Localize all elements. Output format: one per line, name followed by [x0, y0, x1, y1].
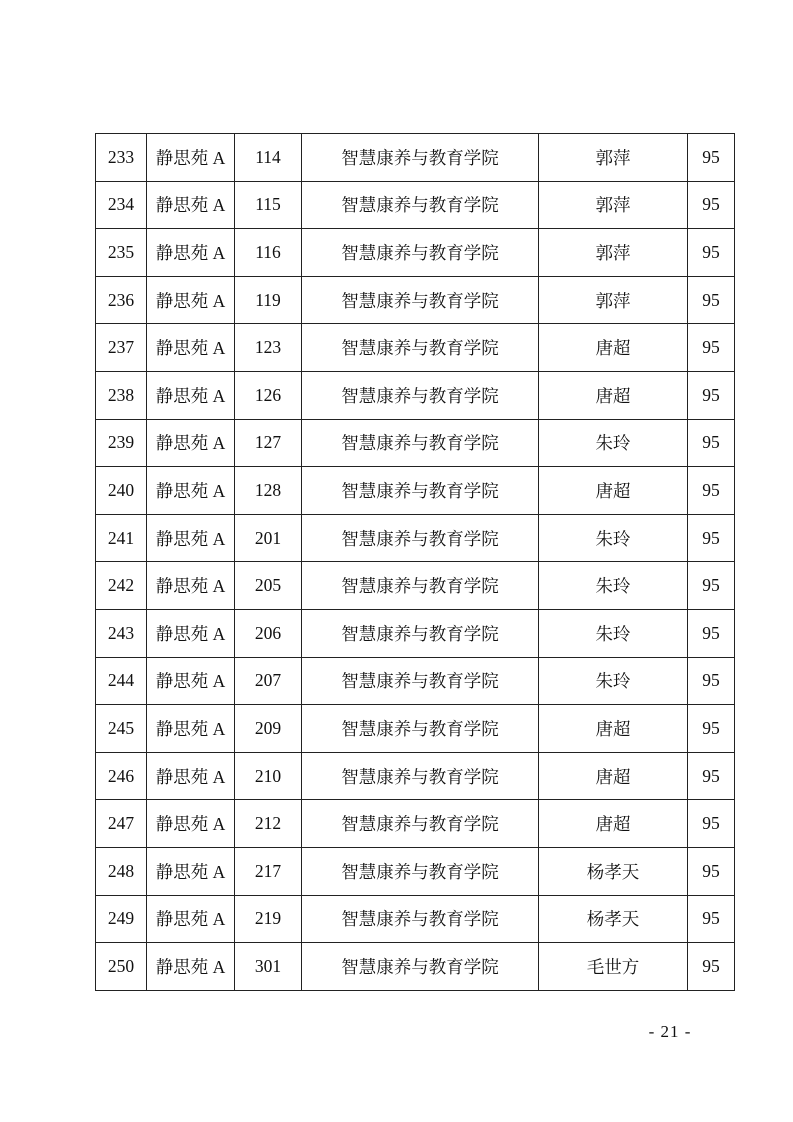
score-cell: 95 [688, 229, 735, 277]
row-number-cell: 239 [96, 419, 147, 467]
college-cell: 智慧康养与教育学院 [302, 467, 539, 515]
row-number-cell: 250 [96, 943, 147, 991]
table-row [96, 752, 735, 800]
score-cell: 95 [688, 276, 735, 324]
counselor-cell: 朱玲 [539, 419, 688, 467]
row-number-cell: 233 [96, 134, 147, 182]
room-number-cell: 205 [235, 562, 302, 610]
building-cell: 静思苑 A [147, 752, 235, 800]
room-number-cell: 116 [235, 229, 302, 277]
counselor-cell: 唐超 [539, 371, 688, 419]
row-number-cell: 244 [96, 657, 147, 705]
building-cell: 静思苑 A [147, 609, 235, 657]
table-row [96, 371, 735, 419]
counselor-cell: 唐超 [539, 705, 688, 753]
row-number-cell: 236 [96, 276, 147, 324]
room-number-cell: 219 [235, 895, 302, 943]
table-row [96, 229, 735, 277]
room-number-cell: 115 [235, 181, 302, 229]
score-cell: 95 [688, 895, 735, 943]
building-cell: 静思苑 A [147, 705, 235, 753]
table-row [96, 895, 735, 943]
score-cell: 95 [688, 134, 735, 182]
building-cell: 静思苑 A [147, 419, 235, 467]
college-cell: 智慧康养与教育学院 [302, 276, 539, 324]
row-number-cell: 249 [96, 895, 147, 943]
score-cell: 95 [688, 800, 735, 848]
row-number-cell: 248 [96, 847, 147, 895]
score-cell: 95 [688, 181, 735, 229]
counselor-cell: 杨孝天 [539, 847, 688, 895]
row-number-cell: 243 [96, 609, 147, 657]
table-row [96, 847, 735, 895]
college-cell: 智慧康养与教育学院 [302, 943, 539, 991]
room-number-cell: 217 [235, 847, 302, 895]
counselor-cell: 朱玲 [539, 562, 688, 610]
college-cell: 智慧康养与教育学院 [302, 800, 539, 848]
table-row [96, 800, 735, 848]
room-number-cell: 126 [235, 371, 302, 419]
college-cell: 智慧康养与教育学院 [302, 847, 539, 895]
college-cell: 智慧康养与教育学院 [302, 229, 539, 277]
college-cell: 智慧康养与教育学院 [302, 134, 539, 182]
table-row [96, 943, 735, 991]
score-cell: 95 [688, 657, 735, 705]
college-cell: 智慧康养与教育学院 [302, 657, 539, 705]
college-cell: 智慧康养与教育学院 [302, 609, 539, 657]
building-cell: 静思苑 A [147, 800, 235, 848]
building-cell: 静思苑 A [147, 657, 235, 705]
score-cell: 95 [688, 609, 735, 657]
room-number-cell: 114 [235, 134, 302, 182]
counselor-cell: 朱玲 [539, 609, 688, 657]
score-cell: 95 [688, 324, 735, 372]
counselor-cell: 唐超 [539, 467, 688, 515]
room-number-cell: 209 [235, 705, 302, 753]
table-row [96, 657, 735, 705]
counselor-cell: 朱玲 [539, 657, 688, 705]
room-number-cell: 123 [235, 324, 302, 372]
table-row [96, 467, 735, 515]
college-cell: 智慧康养与教育学院 [302, 705, 539, 753]
college-cell: 智慧康养与教育学院 [302, 181, 539, 229]
counselor-cell: 毛世方 [539, 943, 688, 991]
row-number-cell: 235 [96, 229, 147, 277]
counselor-cell: 唐超 [539, 800, 688, 848]
score-cell: 95 [688, 467, 735, 515]
row-number-cell: 247 [96, 800, 147, 848]
building-cell: 静思苑 A [147, 371, 235, 419]
table-row [96, 609, 735, 657]
score-cell: 95 [688, 371, 735, 419]
room-number-cell: 128 [235, 467, 302, 515]
counselor-cell: 唐超 [539, 752, 688, 800]
counselor-cell: 杨孝天 [539, 895, 688, 943]
table-row [96, 419, 735, 467]
table-row [96, 705, 735, 753]
row-number-cell: 238 [96, 371, 147, 419]
dormitory-score-table [95, 133, 735, 991]
room-number-cell: 301 [235, 943, 302, 991]
room-number-cell: 212 [235, 800, 302, 848]
college-cell: 智慧康养与教育学院 [302, 419, 539, 467]
score-cell: 95 [688, 752, 735, 800]
score-cell: 95 [688, 419, 735, 467]
counselor-cell: 郭萍 [539, 276, 688, 324]
page-number: - 21 - [648, 1022, 692, 1041]
row-number-cell: 241 [96, 514, 147, 562]
college-cell: 智慧康养与教育学院 [302, 514, 539, 562]
score-cell: 95 [688, 562, 735, 610]
building-cell: 静思苑 A [147, 847, 235, 895]
table-row [96, 514, 735, 562]
counselor-cell: 唐超 [539, 324, 688, 372]
building-cell: 静思苑 A [147, 229, 235, 277]
table-row [96, 134, 735, 182]
row-number-cell: 245 [96, 705, 147, 753]
room-number-cell: 119 [235, 276, 302, 324]
table-row [96, 324, 735, 372]
college-cell: 智慧康养与教育学院 [302, 562, 539, 610]
score-cell: 95 [688, 705, 735, 753]
score-cell: 95 [688, 514, 735, 562]
room-number-cell: 207 [235, 657, 302, 705]
building-cell: 静思苑 A [147, 276, 235, 324]
row-number-cell: 240 [96, 467, 147, 515]
score-cell: 95 [688, 847, 735, 895]
building-cell: 静思苑 A [147, 324, 235, 372]
college-cell: 智慧康养与教育学院 [302, 371, 539, 419]
building-cell: 静思苑 A [147, 943, 235, 991]
building-cell: 静思苑 A [147, 467, 235, 515]
room-number-cell: 127 [235, 419, 302, 467]
building-cell: 静思苑 A [147, 514, 235, 562]
table-row [96, 276, 735, 324]
row-number-cell: 237 [96, 324, 147, 372]
row-number-cell: 246 [96, 752, 147, 800]
counselor-cell: 朱玲 [539, 514, 688, 562]
row-number-cell: 242 [96, 562, 147, 610]
college-cell: 智慧康养与教育学院 [302, 324, 539, 372]
college-cell: 智慧康养与教育学院 [302, 752, 539, 800]
table-row [96, 562, 735, 610]
building-cell: 静思苑 A [147, 134, 235, 182]
table-body [96, 134, 735, 991]
score-cell: 95 [688, 943, 735, 991]
table-row [96, 181, 735, 229]
room-number-cell: 201 [235, 514, 302, 562]
building-cell: 静思苑 A [147, 181, 235, 229]
row-number-cell: 234 [96, 181, 147, 229]
counselor-cell: 郭萍 [539, 229, 688, 277]
room-number-cell: 210 [235, 752, 302, 800]
building-cell: 静思苑 A [147, 895, 235, 943]
room-number-cell: 206 [235, 609, 302, 657]
college-cell: 智慧康养与教育学院 [302, 895, 539, 943]
counselor-cell: 郭萍 [539, 134, 688, 182]
building-cell: 静思苑 A [147, 562, 235, 610]
counselor-cell: 郭萍 [539, 181, 688, 229]
